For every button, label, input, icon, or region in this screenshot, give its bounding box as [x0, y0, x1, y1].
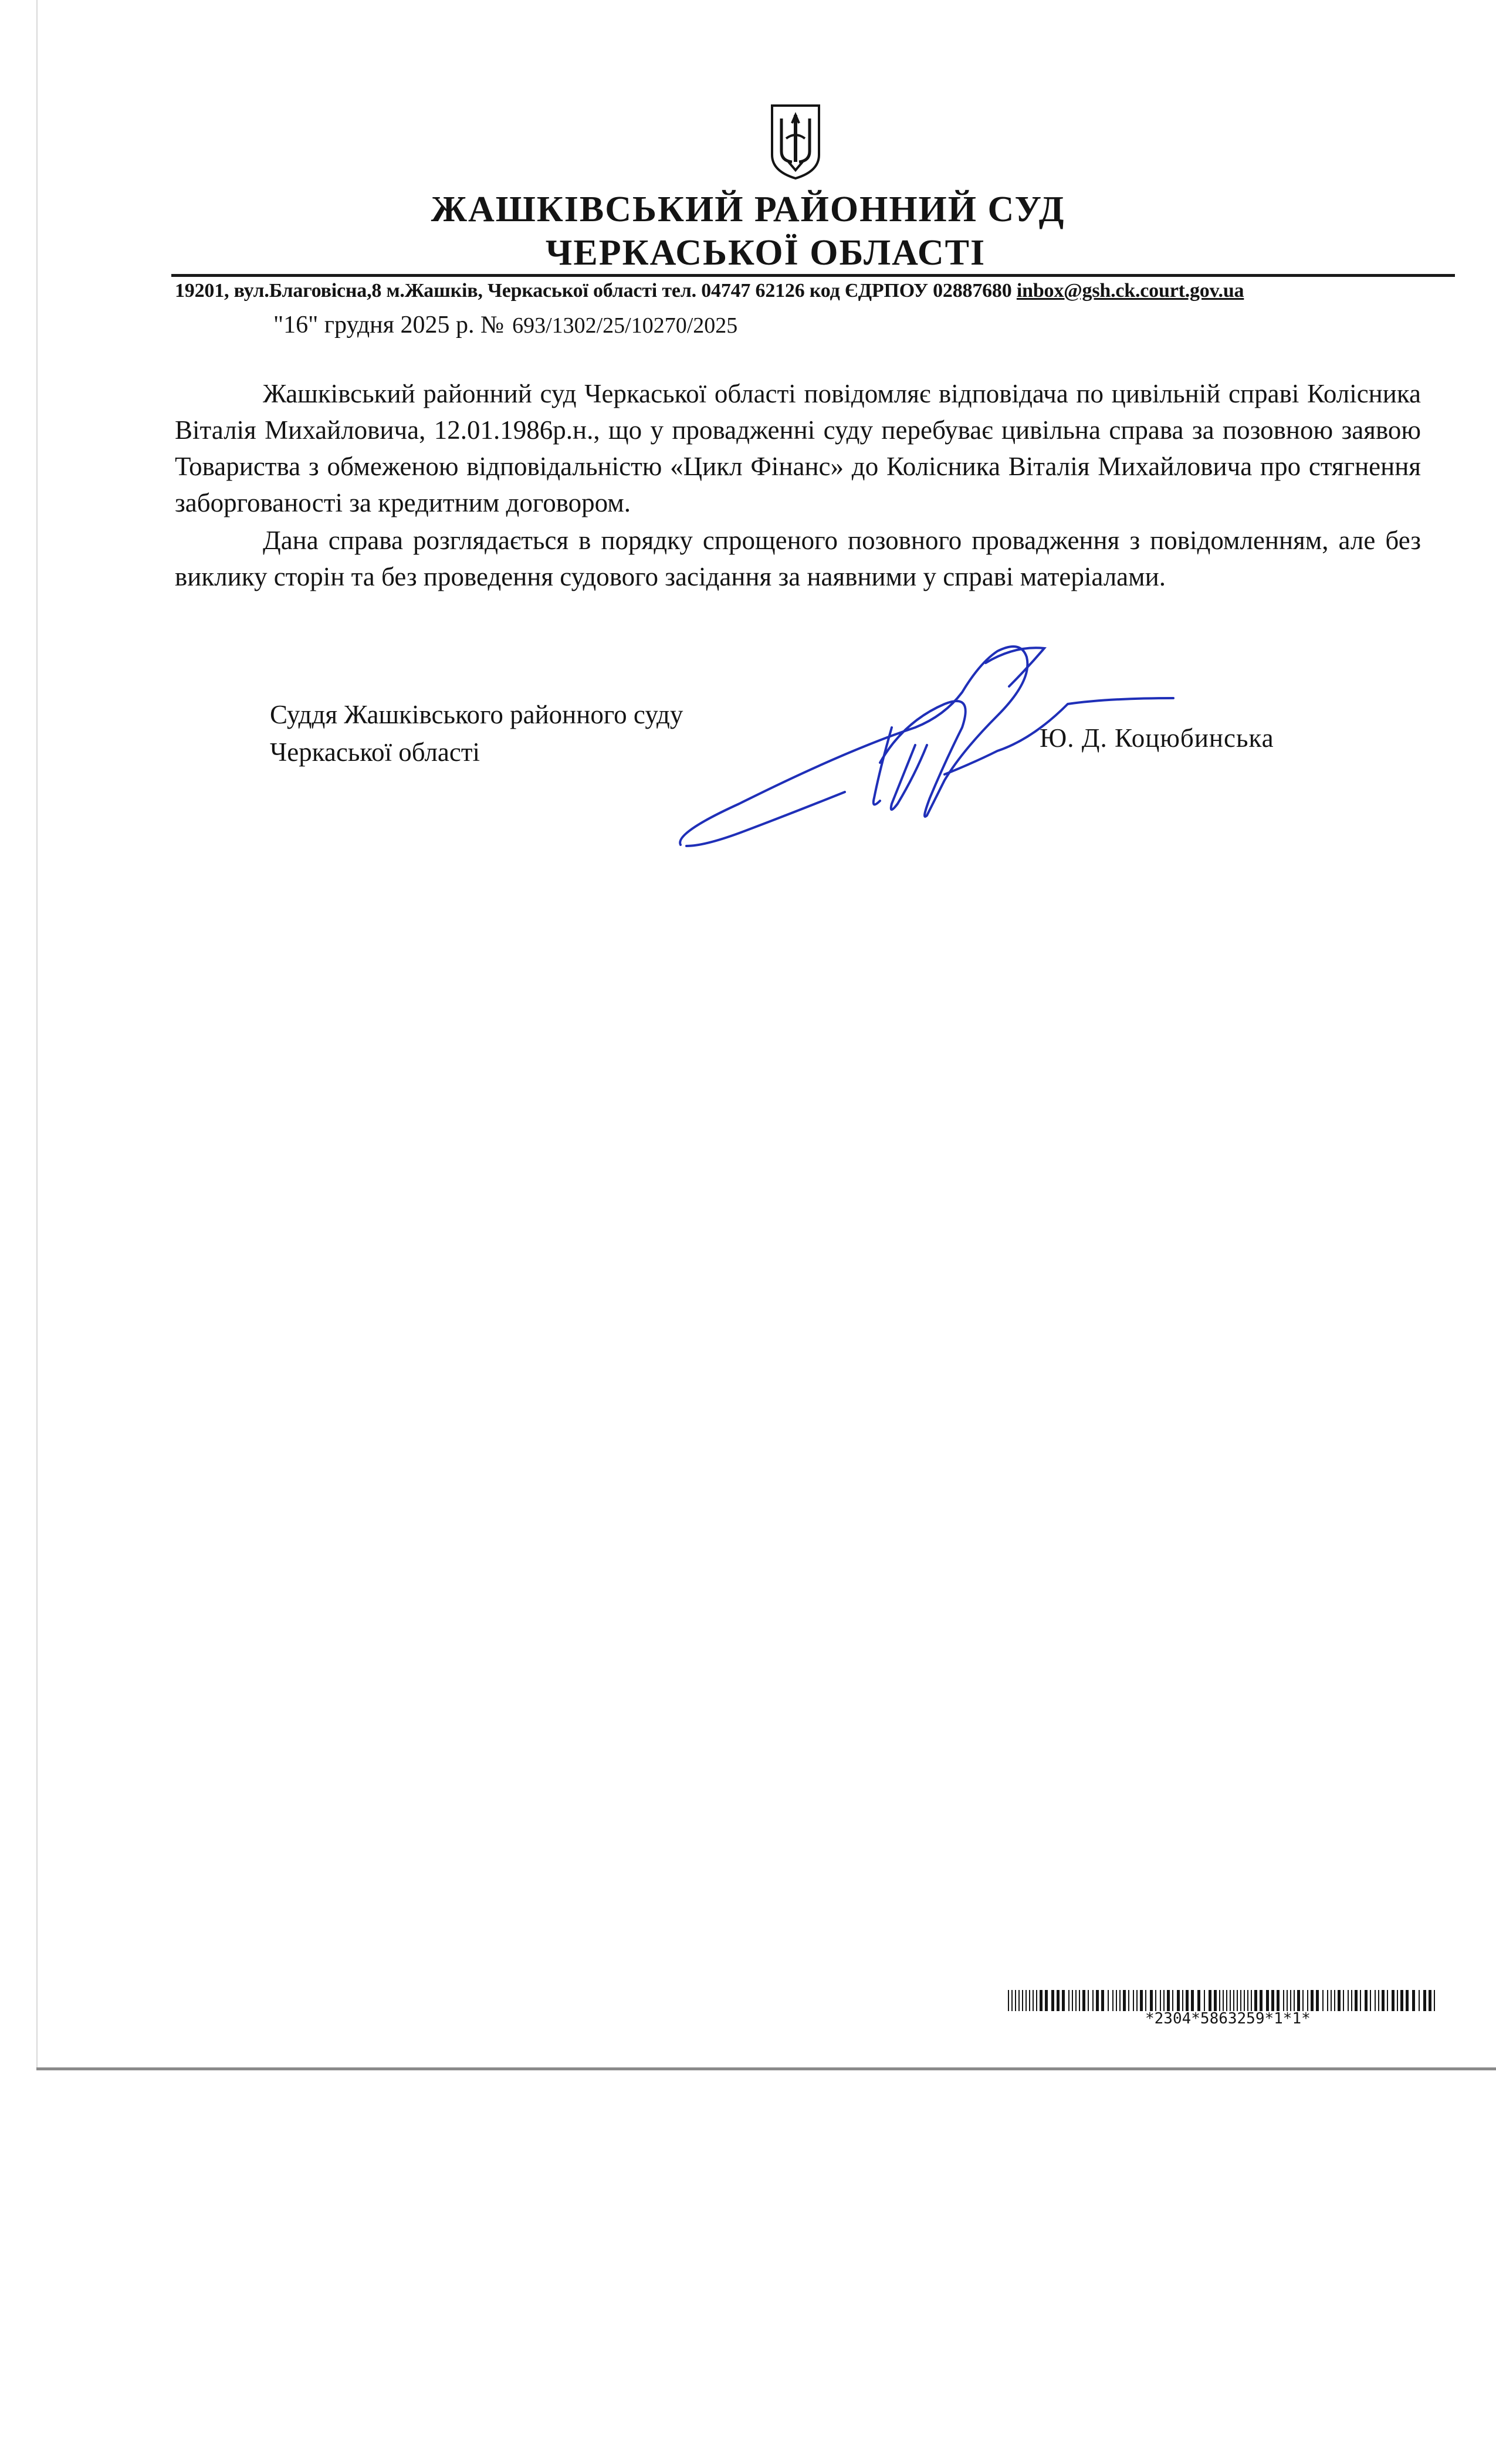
- barcode-bar: [1322, 1990, 1324, 2011]
- court-address: 19201, вул.Благовісна,8 м.Жашків, Черкаської області тел. 04747 62126 код ЄДРПОУ 02887680: [175, 280, 1012, 302]
- barcode-bar: [1155, 1990, 1156, 2011]
- barcode-bar: [1370, 1990, 1371, 2011]
- barcode-bar: [1015, 1990, 1016, 2011]
- barcode-bar: [1233, 1990, 1234, 2011]
- barcode-bar: [1387, 1990, 1388, 2011]
- barcode-bar: [1351, 1990, 1352, 2011]
- judge-title-line1: Суддя Жашківського районного суду: [270, 700, 683, 729]
- barcode-bar: [1302, 1990, 1304, 2011]
- trident-coat-of-arms-icon: [769, 103, 823, 181]
- date-and-number-line: [273, 311, 737, 339]
- barcode-bar: [1226, 1990, 1227, 2011]
- judge-title-line2: Черкаської області: [270, 737, 480, 767]
- barcode-bar: [1311, 1990, 1314, 2011]
- barcode-bar: [1260, 1990, 1263, 2011]
- barcode-bar: [1177, 1990, 1180, 2011]
- judge-name: Ю. Д. Коцюбинська: [1040, 723, 1274, 753]
- barcode-bar: [1343, 1990, 1344, 2011]
- barcode-bar: [1360, 1990, 1361, 2011]
- barcode-bar: [1219, 1990, 1220, 2011]
- barcode-bar: [1294, 1990, 1295, 2011]
- barcode-bar: [1429, 1990, 1431, 2011]
- barcode-bar: [1397, 1990, 1398, 2011]
- barcode-bar: [1191, 1990, 1194, 2011]
- barcode-bar: [1045, 1990, 1048, 2011]
- barcode-bar: [1108, 1990, 1109, 2011]
- barcode-bar: [1172, 1990, 1173, 2011]
- barcode-bar: [1092, 1990, 1094, 2011]
- barcode-bar: [1072, 1990, 1073, 2011]
- barcode-bar: [1036, 1990, 1037, 2011]
- barcode-bar: [1277, 1990, 1280, 2011]
- barcode-bar: [1075, 1990, 1077, 2011]
- barcode-bar: [1101, 1990, 1104, 2011]
- handwritten-signature: [669, 628, 1220, 862]
- barcode-bar: [1355, 1990, 1358, 2011]
- barcode-bar: [1145, 1990, 1146, 2011]
- barcode-bar: [1088, 1990, 1089, 2011]
- barcode-bar: [1123, 1990, 1126, 2011]
- barcode-bar: [1400, 1990, 1403, 2011]
- barcode-bar: [1240, 1990, 1241, 2011]
- page-edge-bottom: [36, 2067, 1496, 2070]
- barcode-bar: [1204, 1990, 1205, 2011]
- barcode-bar: [1331, 1990, 1332, 2011]
- barcode-bar: [1062, 1990, 1065, 2011]
- barcode-bar: [1434, 1990, 1435, 2011]
- barcode-bar: [1197, 1990, 1200, 2011]
- body-paragraph-2: Дана справа розглядається в порядку спрощеного позовного провадження з повідомленням, але без виклику сторін та без проведення судового засідання за наявними у справі матеріалами.: [175, 526, 1421, 591]
- barcode-bar: [1140, 1990, 1143, 2011]
- barcode-bar: [1392, 1990, 1395, 2011]
- barcode-bar: [1230, 1990, 1231, 2011]
- barcode-bar: [1096, 1990, 1099, 2011]
- barcode-bar: [1040, 1990, 1043, 2011]
- header-divider: [171, 274, 1455, 277]
- barcode-bar: [1128, 1990, 1129, 2011]
- barcode-bar: [1287, 1990, 1288, 2011]
- barcode-bar: [1033, 1990, 1034, 2011]
- barcode-bar: [1271, 1990, 1274, 2011]
- barcode-bar: [1316, 1990, 1319, 2011]
- barcode-bar: [1008, 1990, 1009, 2011]
- barcode-bar: [1182, 1990, 1183, 2011]
- court-name-line1: ЖАШКІВСЬКИЙ РАЙОННИЙ СУД: [431, 189, 1065, 229]
- barcode-bar: [1133, 1990, 1134, 2011]
- barcode-bar: [1082, 1990, 1085, 2011]
- barcode-bar: [1022, 1990, 1023, 2011]
- barcode-bar: [1025, 1990, 1027, 2011]
- court-email-link[interactable]: inbox@gsh.ck.court.gov.ua: [1016, 280, 1244, 302]
- barcode-bar: [1051, 1990, 1054, 2011]
- barcode-bar: [1247, 1990, 1248, 2011]
- barcode-bar: [1406, 1990, 1409, 2011]
- barcode-bar: [1254, 1990, 1257, 2011]
- barcode-bar: [1378, 1990, 1379, 2011]
- barcode-bar: [1412, 1990, 1415, 2011]
- barcode-bar: [1223, 1990, 1224, 2011]
- barcode-bar: [1018, 1990, 1020, 2011]
- barcode-bar: [1375, 1990, 1376, 2011]
- barcode-bar: [1266, 1990, 1269, 2011]
- barcode-text: *2304*5863259*1*1*: [1145, 2010, 1311, 2028]
- barcode-bar: [1214, 1990, 1217, 2011]
- barcode-bar: [1167, 1990, 1170, 2011]
- barcode-bar: [1334, 1990, 1335, 2011]
- barcode-bar: [1327, 1990, 1328, 2011]
- barcode-bar: [1160, 1990, 1161, 2011]
- barcode-bar: [1163, 1990, 1165, 2011]
- barcode-bar: [1079, 1990, 1080, 2011]
- case-number: 693/1302/25/10270/2025: [512, 313, 738, 338]
- page-edge-left: [36, 0, 38, 2070]
- barcode: [1008, 1990, 1437, 2011]
- barcode-bar: [1251, 1990, 1252, 2011]
- barcode-bar: [1029, 1990, 1030, 2011]
- barcode-bar: [1423, 1990, 1426, 2011]
- barcode-bar: [1348, 1990, 1349, 2011]
- barcode-bar: [1283, 1990, 1284, 2011]
- barcode-bar: [1244, 1990, 1245, 2011]
- barcode-bar: [1057, 1990, 1060, 2011]
- barcode-bar: [1150, 1990, 1153, 2011]
- judge-title: [270, 696, 683, 771]
- barcode-bar: [1290, 1990, 1291, 2011]
- court-address-line: [175, 280, 1244, 302]
- barcode-bar: [1011, 1990, 1013, 2011]
- body-paragraph-1: Жашківський районний суд Черкаської області повідомляє відповідача по цивільній справі Колісника Віталія Михайловича, 12.01.1986р.н., що у провадженні суду перебуває цивільна справа за позовною заявою Товариства з обмеженою відповідальністю «Цикл Фінанс» до Колісника Віталія Михайловича про стягнення заборгованості за кредитним договором.: [175, 379, 1421, 517]
- barcode-bar: [1186, 1990, 1189, 2011]
- barcode-bar: [1112, 1990, 1113, 2011]
- barcode-bar: [1338, 1990, 1341, 2011]
- barcode-bar: [1209, 1990, 1211, 2011]
- court-name-line2: ЧЕРКАСЬКОЇ ОБЛАСТІ: [545, 233, 986, 273]
- barcode-bar: [1365, 1990, 1368, 2011]
- barcode-bar: [1136, 1990, 1138, 2011]
- barcode-bar: [1419, 1990, 1420, 2011]
- document-date: "16" грудня 2025 р. №: [273, 312, 505, 339]
- barcode-bar: [1307, 1990, 1308, 2011]
- barcode-bar: [1237, 1990, 1238, 2011]
- barcode-bar: [1297, 1990, 1300, 2011]
- barcode-bar: [1382, 1990, 1385, 2011]
- barcode-bar: [1116, 1990, 1117, 2011]
- barcode-bar: [1068, 1990, 1069, 2011]
- barcode-bar: [1119, 1990, 1121, 2011]
